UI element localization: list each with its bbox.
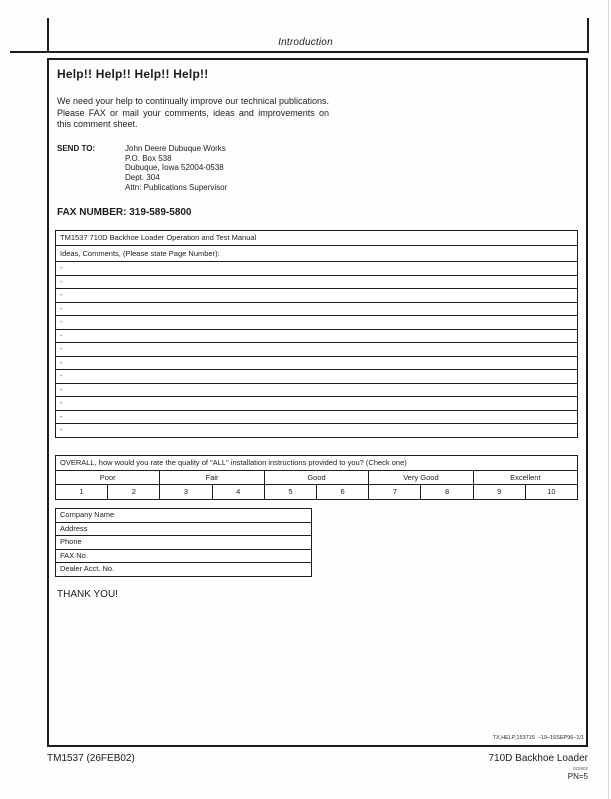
rating-categories (56, 471, 577, 486)
comment-blank-row: - (56, 370, 577, 384)
contact-field-row: Address (56, 523, 311, 537)
comments-table (55, 230, 578, 438)
comment-blank-row: - (56, 276, 577, 290)
send-to-address (125, 144, 227, 193)
comment-blank-row: - (56, 303, 577, 317)
header-divider (10, 51, 589, 53)
rating-score-cell: 7 (369, 485, 421, 499)
rating-score-cell: 1 (56, 485, 108, 499)
rating-score-cell: 9 (474, 485, 526, 499)
rating-score-cell: 6 (317, 485, 369, 499)
contact-field-row: Company Name (56, 509, 311, 523)
rating-scores (56, 485, 577, 499)
print-code: 022602 (572, 766, 588, 771)
comment-blank-row: - (56, 343, 577, 357)
comment-blank-row: - (60, 425, 63, 434)
address-line: P.O. Box 538 (125, 153, 172, 163)
section-title: Introduction (278, 37, 333, 48)
address-line: Dubuque, Iowa 52004-0538 (125, 163, 224, 173)
rating-category-cell: Very Good (369, 471, 473, 485)
rating-score-cell: 5 (265, 485, 317, 499)
thank-you-text: THANK YOU! (57, 589, 118, 600)
contact-field-row: Dealer Acct. No. (60, 564, 115, 573)
product-name: 710D Backhoe Loader (488, 753, 588, 764)
rating-category-cell: Fair (160, 471, 264, 485)
comment-blank-row: - (56, 411, 577, 425)
comment-blank-row: - (56, 289, 577, 303)
comment-blank-row: - (56, 357, 577, 371)
page-scan-edge (608, 0, 609, 799)
rating-score-cell: 4 (213, 485, 265, 499)
comment-blank-row: - (56, 384, 577, 398)
contact-info-table (55, 508, 312, 577)
contact-field-row: Phone (56, 536, 311, 550)
page-number: PN=5 (567, 772, 588, 781)
comment-blank-row: - (56, 262, 577, 276)
doc-code: TX,HELP,153715 –19–16SEP96–1/1 (492, 735, 584, 741)
rating-category-cell: Excellent (510, 472, 541, 482)
comment-blank-row: - (56, 330, 577, 344)
address-line: John Deere Dubuque Works (125, 144, 226, 153)
rating-score-cell: 3 (160, 485, 212, 499)
rating-table (55, 455, 578, 500)
manual-code: TM1537 (26FEB02) (47, 753, 135, 764)
send-to-label: SEND TO: (57, 144, 96, 153)
comment-blank-row: - (56, 397, 577, 411)
rating-score-cell: 10 (547, 487, 556, 496)
rating-score-cell: 2 (108, 485, 160, 499)
intro-paragraph: We need your help to continually improve our technical publications. Please FAX or mail your comments, ideas and improvements on this comment sheet. (57, 96, 329, 130)
help-heading: Help!! Help!! Help!! Help!! (57, 67, 209, 81)
rating-category-cell: Good (265, 471, 369, 485)
rating-question: OVERALL, how would you rate the quality of "ALL" installation instructions provided to you? (Check one) (56, 456, 577, 471)
comment-blank-rows (56, 262, 577, 437)
comments-table-subtitle: Ideas, Comments, (Please state Page Number): (56, 246, 577, 262)
comment-sheet-box (47, 58, 588, 747)
comment-blank-row: - (56, 316, 577, 330)
address-line: Attn: Publications Supervisor (125, 182, 228, 192)
comments-table-title: TM1537 710D Backhoe Loader Operation and Test Manual (56, 231, 577, 246)
address-line: Dept. 304 (125, 173, 160, 183)
contact-field-row: FAX No. (56, 550, 311, 564)
rating-category-cell: Poor (56, 471, 160, 485)
fax-number: FAX NUMBER: 319-589-5800 (57, 207, 192, 218)
rating-score-cell: 8 (421, 485, 473, 499)
